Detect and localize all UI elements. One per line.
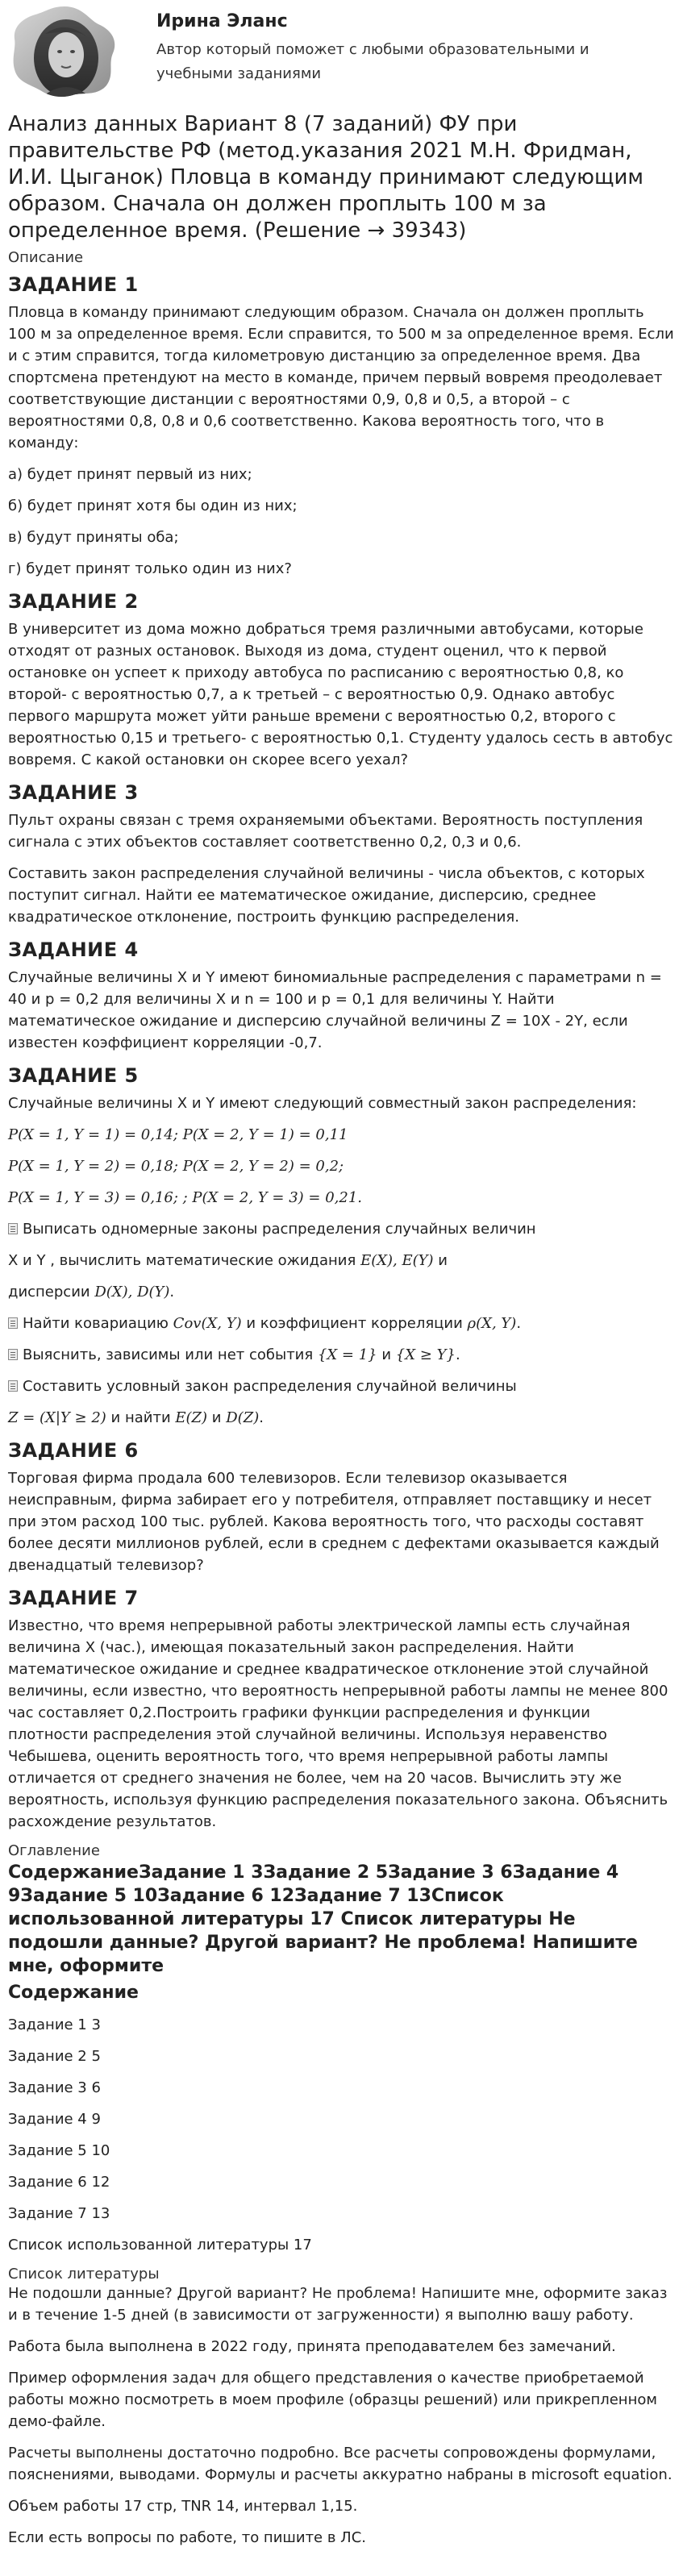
footer-paragraph: Пример оформления задач для общего представления о качестве приобретаемой работы можно посмотреть в моем профиле (образцы решений) или прикрепленном демо-файле.	[8, 2370, 657, 2430]
toc-item: Задание 1 3	[8, 2016, 101, 2033]
avatar-image	[8, 2, 121, 98]
task-5-intro: Случайные величины X и Y имеют следующий совместный закон распределения:	[8, 1095, 637, 1112]
formula: D(X), D(Y)	[94, 1284, 170, 1300]
toc-label: Оглавление	[8, 1842, 100, 1859]
bullet-text: .	[455, 1346, 460, 1363]
author-name[interactable]: Ирина Эланс	[156, 11, 288, 31]
formula: {X = 1}	[317, 1346, 377, 1363]
task-5-bullet-1-line-3	[8, 1281, 675, 1303]
footer-paragraph: Объем работы 17 стр, TNR 14, интервал 1,15.	[8, 2498, 358, 2515]
bullet-text: и	[377, 1346, 396, 1363]
bullet-text: и коэффициент корреляции	[241, 1315, 468, 1332]
bullet-text: .	[259, 1409, 264, 1426]
bullet-text: Найти ковариацию	[23, 1315, 173, 1332]
list-bullet-icon	[8, 1223, 18, 1234]
toc-list	[8, 2014, 675, 2256]
formula: P(X = 1, Y = 3) = 0,16; ; P(X = 2, Y = 3) = 0,21.	[8, 1189, 363, 1206]
toc-item: Список использованной литературы 17	[8, 2237, 312, 2253]
task-5-title: ЗАДАНИЕ 5	[8, 1064, 139, 1087]
footer-paragraph: Если есть вопросы по работе, то пишите в ЛС.	[8, 2529, 367, 2546]
toc-item: Задание 7 13	[8, 2205, 110, 2222]
task-5-bullet-4	[8, 1375, 675, 1397]
task-4-text: Случайные величины X и Y имеют биномиальные распределения с параметрами n = 40 и p = 0,2 для величины X и n = 100 и p = 0,1 для величины Y. Найти математическое ожидание и дисперсию случайной величины Z = 10X - 2Y, если известен коэффициент корреляции -0,7.	[8, 969, 662, 1051]
task-1-option-d: г) будет принят только один из них?	[8, 560, 292, 577]
task-5-bullet-1	[8, 1218, 675, 1240]
task-7-text: Известно, что время непрерывной работы электрической лампы есть случайная величина X (час.), имеющая показательный закон распределения. Найти математическое ожидание и среднее квадратическое отклонение этой случайной величины, если известно, что вероятность непрерывной работы лампы не менее 800 час составляет 0,2.Построить графики функции распределения и функции плотности распределения этой случайной величины. Используя неравенство Чебышева, оценить вероятность того, что время непрерывной работы лампы отличается от среднего значения не более, чем на 20 часов. Вычислить эту же вероятность, используя функцию распределения показательного закона. Объяснить расхождение результатов.	[8, 1617, 668, 1830]
formula: P(X = 1, Y = 1) = 0,14; P(X = 2, Y = 1) = 0,11	[8, 1126, 348, 1143]
task-3-text-1: Пульт охраны связан с тремя охраняемыми объектами. Вероятность поступления сигнала с этих объектов составляет соответственно 0,2, 0,3 и 0,6.	[8, 812, 643, 851]
list-bullet-icon	[8, 1380, 18, 1392]
footer-paragraph: Работа была выполнена в 2022 году, принята преподавателем без замечаний.	[8, 2338, 616, 2355]
task-3-title: ЗАДАНИЕ 3	[8, 781, 139, 804]
task-1-text: Пловца в команду принимают следующим образом. Сначала он должен проплыть 100 м за определенное время. Если справится, то 500 м за определенное время. Если и с этим справится, тогда километровую дистанцию за определенное время. Два спортсмена претендуют на место в команде, причем первый вовремя преодолевает соответствующие дистанции с вероятностями 0,9, 0,8 и 0,5, а второй – с вероятностями 0,8, 0,8 и 0,6 соответственно. Какова вероятность того, что в команду:	[8, 304, 674, 452]
task-5-bullet-4-line-2	[8, 1407, 675, 1429]
toc-item: Задание 4 9	[8, 2111, 101, 2128]
bullet-text: и найти	[106, 1409, 176, 1426]
footer-paragraph: Расчеты выполнены достаточно подробно. Все расчеты сопровождены формулами, пояснениями, выводами. Формулы и расчеты аккуратно набраны в microsoft equation.	[8, 2445, 673, 2483]
bullet-text: .	[169, 1284, 175, 1300]
formula: P(X = 1, Y = 2) = 0,18; P(X = 2, Y = 2) = 0,2;	[8, 1158, 344, 1175]
formula: ρ(X, Y)	[467, 1315, 517, 1332]
task-6-text: Торговая фирма продала 600 телевизоров. Если телевизор оказывается неисправным, фирма забирает его у потребителя, отправляет поставщику и несет при этом расход 100 тыс. рублей. Какова вероятность того, что расходы составят более десяти миллионов рублей, если в среднем с дефектами оказывается каждый двенадцатый телевизор?	[8, 1470, 660, 1574]
task-5-prob-row-1	[8, 1124, 675, 1146]
task-2-title: ЗАДАНИЕ 2	[8, 590, 139, 613]
bullet-text: дисперсии	[8, 1284, 95, 1300]
task-5-bullet-2	[8, 1313, 675, 1334]
list-bullet-icon	[8, 1349, 18, 1360]
bullet-text: и	[433, 1252, 448, 1269]
list-bullet-icon	[8, 1317, 18, 1329]
bullet-text: .	[516, 1315, 522, 1332]
task-1-option-b: б) будет принят хотя бы один из них;	[8, 497, 298, 514]
task-7-title: ЗАДАНИЕ 7	[8, 1587, 139, 1609]
formula: Cov(X, Y)	[173, 1315, 242, 1332]
bullet-text: и	[207, 1409, 227, 1426]
toc-item: Задание 3 6	[8, 2079, 101, 2096]
task-5-prob-row-2	[8, 1155, 675, 1177]
toc-bold-line: СодержаниеЗадание 1 3Задание 2 5Задание 3 6Задание 4 9Задание 5 10Задание 6 12Задание 7 13Список использованной литературы 17 Список литературы Не подошли данные? Другой вариант? Не проблема! Напишите мне, оформите	[8, 1862, 638, 1976]
task-5-prob-row-3	[8, 1187, 675, 1209]
task-3-text-2: Составить закон распределения случайной величины - числа объектов, с которых поступит сигнал. Найти ее математическое ожидание, дисперсию, среднее квадратическое отклонение, построить функцию распределения.	[8, 865, 645, 926]
formula: E(X), E(Y)	[360, 1252, 434, 1269]
bullet-text: Выяснить, зависимы или нет события	[23, 1346, 318, 1363]
description-label: Описание	[8, 249, 84, 266]
formula: {X ≥ Y}	[395, 1346, 456, 1363]
task-1-title: ЗАДАНИЕ 1	[8, 273, 139, 296]
task-5-bullet-3	[8, 1344, 675, 1366]
task-6-title: ЗАДАНИЕ 6	[8, 1439, 139, 1462]
task-5-bullet-1-line-2	[8, 1250, 675, 1271]
author-card	[8, 0, 675, 103]
toc-item: Задание 6 12	[8, 2174, 110, 2191]
avatar[interactable]	[8, 2, 121, 98]
task-4-title: ЗАДАНИЕ 4	[8, 938, 139, 961]
bullet-text: Выписать одномерные законы распределения случайных величин	[23, 1221, 536, 1238]
page-title: Анализ данных Вариант 8 (7 заданий) ФУ при правительстве РФ (метод.указания 2021 М.Н. Фридман, И.И. Цыганок) Пловца в команду принимают следующим образом. Сначала он должен проплыть 100 м за определенное время. (Решение → 39343)	[8, 112, 643, 243]
task-1-option-c: в) будут приняты оба;	[8, 529, 179, 546]
formula: E(Z)	[175, 1409, 208, 1426]
toc-item: Задание 2 5	[8, 2048, 101, 2065]
toc-item: Задание 5 10	[8, 2142, 110, 2159]
formula: D(Z)	[226, 1409, 260, 1426]
task-2-text: В университет из дома можно добраться тремя различными автобусами, которые отходят от разных остановок. Выходя из дома, студент оценил, что к первой остановке он успеет к приходу автобуса по расписанию с вероятностью 0,8, ко второй- с вероятностью 0,7, а к третьей – с вероятностью 0,9. Однако автобус первого маршрута может уйти раньше времени с вероятностью 0,2, второго с вероятностью 0,15 и третьего- с вероятностью 0,1. Студенту удалось сесть в автобус вовремя. С какой остановки он скорее всего уехал?	[8, 621, 673, 768]
literature-text: Не подошли данные? Другой вариант? Не проблема! Напишите мне, оформите заказ и в течение 1-5 дней (в зависимости от загруженности) я выполню вашу работу.	[8, 2285, 668, 2324]
toc-heading: Содержание	[8, 1983, 139, 2003]
bullet-text: X и Y , вычислить математические ожидания	[8, 1252, 361, 1269]
task-1-option-a: а) будет принят первый из них;	[8, 466, 252, 483]
author-description: Автор который поможет с любыми образовательными и учебными заданиями	[156, 41, 589, 82]
literature-label: Список литературы	[8, 2266, 160, 2283]
author-info	[156, 2, 656, 86]
formula: Z = (X|Y ≥ 2)	[8, 1409, 106, 1426]
bullet-text: Составить условный закон распределения случайной величины	[23, 1378, 517, 1395]
